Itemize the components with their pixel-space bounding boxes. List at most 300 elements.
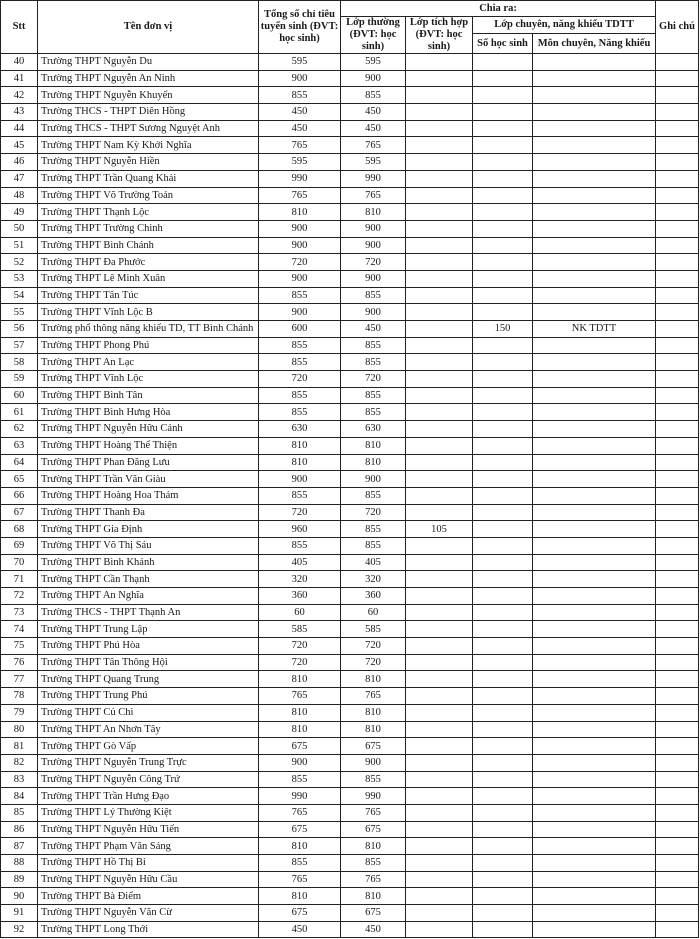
unit-name-cell: Trường THPT Trung Lập (38, 621, 259, 638)
unit-name-cell: Trường THPT Củ Chi (38, 704, 259, 721)
total-quota-cell: 595 (259, 154, 341, 171)
unit-name-cell: Trường THPT Nam Kỳ Khởi Nghĩa (38, 137, 259, 154)
stt-cell: 74 (1, 621, 38, 638)
total-quota-cell: 855 (259, 537, 341, 554)
stt-cell: 55 (1, 304, 38, 321)
regular-class-cell: 320 (341, 571, 406, 588)
header-stt: Stt (1, 1, 38, 54)
unit-name-cell: Trường THPT Trần Văn Giàu (38, 471, 259, 488)
student-count-cell (473, 771, 533, 788)
integrated-class-cell: 105 (406, 521, 473, 538)
stt-cell: 84 (1, 788, 38, 805)
total-quota-cell: 765 (259, 137, 341, 154)
regular-class-cell: 585 (341, 621, 406, 638)
total-quota-cell: 595 (259, 54, 341, 71)
table-row (1, 471, 699, 488)
note-cell (656, 254, 699, 271)
student-count-cell (473, 421, 533, 438)
regular-class-cell: 810 (341, 888, 406, 905)
specialized-subject-cell (533, 437, 656, 454)
table-row (1, 354, 699, 371)
table-row (1, 54, 699, 71)
stt-cell: 92 (1, 921, 38, 938)
regular-class-cell: 675 (341, 821, 406, 838)
note-cell (656, 838, 699, 855)
table-row (1, 170, 699, 187)
regular-class-cell: 450 (341, 321, 406, 338)
stt-cell: 66 (1, 487, 38, 504)
student-count-cell (473, 304, 533, 321)
note-cell (656, 638, 699, 655)
stt-cell: 42 (1, 87, 38, 104)
integrated-class-cell (406, 738, 473, 755)
unit-name-cell: Trường THPT An Lạc (38, 354, 259, 371)
note-cell (656, 671, 699, 688)
table-row (1, 270, 699, 287)
table-row (1, 888, 699, 905)
regular-class-cell: 720 (341, 254, 406, 271)
note-cell (656, 621, 699, 638)
student-count-cell (473, 104, 533, 121)
specialized-subject-cell (533, 354, 656, 371)
note-cell (656, 471, 699, 488)
stt-cell: 69 (1, 537, 38, 554)
table-row (1, 537, 699, 554)
student-count-cell (473, 838, 533, 855)
regular-class-cell: 765 (341, 187, 406, 204)
regular-class-cell: 990 (341, 788, 406, 805)
total-quota-cell: 810 (259, 704, 341, 721)
total-quota-cell: 855 (259, 337, 341, 354)
table-row (1, 404, 699, 421)
table-row (1, 287, 699, 304)
student-count-cell (473, 371, 533, 388)
note-cell (656, 137, 699, 154)
note-cell (656, 905, 699, 922)
regular-class-cell: 900 (341, 237, 406, 254)
unit-name-cell: Trường THPT Nguyễn Công Trứ (38, 771, 259, 788)
total-quota-cell: 720 (259, 654, 341, 671)
stt-cell: 80 (1, 721, 38, 738)
unit-name-cell: Trường THPT Thanh Đa (38, 504, 259, 521)
unit-name-cell: Trường THPT Nguyễn Du (38, 54, 259, 71)
table-row (1, 254, 699, 271)
table-row (1, 788, 699, 805)
stt-cell: 79 (1, 704, 38, 721)
stt-cell: 85 (1, 804, 38, 821)
specialized-subject-cell (533, 537, 656, 554)
note-cell (656, 387, 699, 404)
total-quota-cell: 720 (259, 371, 341, 388)
total-quota-cell: 600 (259, 321, 341, 338)
regular-class-cell: 900 (341, 220, 406, 237)
unit-name-cell: Trường phổ thông năng khiếu TD, TT Bình Chánh (38, 321, 259, 338)
total-quota-cell: 810 (259, 454, 341, 471)
unit-name-cell: Trường THPT Bình Hưng Hòa (38, 404, 259, 421)
integrated-class-cell (406, 421, 473, 438)
table-row (1, 504, 699, 521)
total-quota-cell: 855 (259, 855, 341, 872)
stt-cell: 57 (1, 337, 38, 354)
integrated-class-cell (406, 771, 473, 788)
regular-class-cell: 765 (341, 804, 406, 821)
stt-cell: 77 (1, 671, 38, 688)
student-count-cell (473, 204, 533, 221)
student-count-cell (473, 471, 533, 488)
unit-name-cell: Trường THPT Long Thới (38, 921, 259, 938)
integrated-class-cell (406, 638, 473, 655)
total-quota-cell: 900 (259, 754, 341, 771)
student-count-cell (473, 154, 533, 171)
table-row (1, 521, 699, 538)
stt-cell: 53 (1, 270, 38, 287)
regular-class-cell: 900 (341, 270, 406, 287)
table-row (1, 671, 699, 688)
note-cell (656, 170, 699, 187)
specialized-subject-cell (533, 120, 656, 137)
header-specialized-subject: Môn chuyên, Năng khiếu (533, 34, 656, 54)
unit-name-cell: Trường THPT Nguyễn Trung Trực (38, 754, 259, 771)
total-quota-cell: 765 (259, 871, 341, 888)
integrated-class-cell (406, 337, 473, 354)
total-quota-cell: 450 (259, 921, 341, 938)
table-row (1, 304, 699, 321)
regular-class-cell: 450 (341, 104, 406, 121)
regular-class-cell: 990 (341, 170, 406, 187)
unit-name-cell: Trường THPT Hồ Thị Bi (38, 855, 259, 872)
stt-cell: 47 (1, 170, 38, 187)
note-cell (656, 270, 699, 287)
note-cell (656, 754, 699, 771)
stt-cell: 65 (1, 471, 38, 488)
note-cell (656, 604, 699, 621)
integrated-class-cell (406, 704, 473, 721)
note-cell (656, 855, 699, 872)
table-row (1, 421, 699, 438)
integrated-class-cell (406, 588, 473, 605)
integrated-class-cell (406, 154, 473, 171)
integrated-class-cell (406, 554, 473, 571)
table-row (1, 87, 699, 104)
student-count-cell (473, 254, 533, 271)
regular-class-cell: 810 (341, 704, 406, 721)
unit-name-cell: Trường THPT Phan Đăng Lưu (38, 454, 259, 471)
student-count-cell (473, 855, 533, 872)
integrated-class-cell (406, 855, 473, 872)
table-row (1, 204, 699, 221)
specialized-subject-cell (533, 204, 656, 221)
total-quota-cell: 855 (259, 404, 341, 421)
specialized-subject-cell (533, 804, 656, 821)
integrated-class-cell (406, 387, 473, 404)
regular-class-cell: 765 (341, 871, 406, 888)
regular-class-cell: 360 (341, 588, 406, 605)
note-cell (656, 487, 699, 504)
student-count-cell (473, 537, 533, 554)
student-count-cell (473, 437, 533, 454)
student-count-cell (473, 571, 533, 588)
total-quota-cell: 450 (259, 120, 341, 137)
specialized-subject-cell (533, 137, 656, 154)
integrated-class-cell (406, 104, 473, 121)
note-cell (656, 421, 699, 438)
stt-cell: 67 (1, 504, 38, 521)
total-quota-cell: 765 (259, 688, 341, 705)
student-count-cell (473, 70, 533, 87)
integrated-class-cell (406, 371, 473, 388)
total-quota-cell: 720 (259, 254, 341, 271)
student-count-cell (473, 454, 533, 471)
note-cell (656, 120, 699, 137)
stt-cell: 71 (1, 571, 38, 588)
integrated-class-cell (406, 471, 473, 488)
table-row (1, 371, 699, 388)
total-quota-cell: 630 (259, 421, 341, 438)
integrated-class-cell (406, 237, 473, 254)
specialized-subject-cell (533, 104, 656, 121)
integrated-class-cell (406, 838, 473, 855)
header-student-count: Số học sinh (473, 34, 533, 54)
unit-name-cell: Trường THPT Hoàng Thế Thiện (38, 437, 259, 454)
table-row (1, 654, 699, 671)
specialized-subject-cell (533, 554, 656, 571)
student-count-cell (473, 54, 533, 71)
regular-class-cell: 450 (341, 120, 406, 137)
unit-name-cell: Trường THPT Bà Điểm (38, 888, 259, 905)
unit-name-cell: Trường THPT Trần Hưng Đạo (38, 788, 259, 805)
unit-name-cell: Trường THPT Nguyễn Hữu Cảnh (38, 421, 259, 438)
table-row (1, 588, 699, 605)
table-row (1, 704, 699, 721)
integrated-class-cell (406, 87, 473, 104)
unit-name-cell: Trường THPT Bình Khánh (38, 554, 259, 571)
specialized-subject-cell (533, 654, 656, 671)
specialized-subject-cell (533, 304, 656, 321)
unit-name-cell: Trường THPT Trần Quang Khải (38, 170, 259, 187)
regular-class-cell: 810 (341, 671, 406, 688)
student-count-cell (473, 170, 533, 187)
note-cell (656, 804, 699, 821)
regular-class-cell: 855 (341, 287, 406, 304)
total-quota-cell: 810 (259, 671, 341, 688)
unit-name-cell: Trường THPT Thạnh Lộc (38, 204, 259, 221)
regular-class-cell: 810 (341, 437, 406, 454)
stt-cell: 49 (1, 204, 38, 221)
regular-class-cell: 810 (341, 721, 406, 738)
note-cell (656, 304, 699, 321)
total-quota-cell: 855 (259, 487, 341, 504)
total-quota-cell: 855 (259, 387, 341, 404)
table-row (1, 321, 699, 338)
total-quota-cell: 810 (259, 437, 341, 454)
stt-cell: 73 (1, 604, 38, 621)
note-cell (656, 654, 699, 671)
integrated-class-cell (406, 137, 473, 154)
unit-name-cell: Trường THPT An Nghĩa (38, 588, 259, 605)
regular-class-cell: 855 (341, 521, 406, 538)
unit-name-cell: Trường THPT Nguyễn An Ninh (38, 70, 259, 87)
regular-class-cell: 765 (341, 137, 406, 154)
specialized-subject-cell (533, 220, 656, 237)
unit-name-cell: Trường THPT Phạm Văn Sáng (38, 838, 259, 855)
student-count-cell (473, 788, 533, 805)
note-cell (656, 688, 699, 705)
specialized-subject-cell (533, 638, 656, 655)
integrated-class-cell (406, 120, 473, 137)
student-count-cell (473, 237, 533, 254)
integrated-class-cell (406, 170, 473, 187)
regular-class-cell: 595 (341, 154, 406, 171)
specialized-subject-cell (533, 604, 656, 621)
regular-class-cell: 810 (341, 838, 406, 855)
integrated-class-cell (406, 204, 473, 221)
integrated-class-cell (406, 604, 473, 621)
table-row (1, 70, 699, 87)
total-quota-cell: 855 (259, 87, 341, 104)
specialized-subject-cell (533, 621, 656, 638)
stt-cell: 56 (1, 321, 38, 338)
total-quota-cell: 900 (259, 237, 341, 254)
integrated-class-cell (406, 721, 473, 738)
regular-class-cell: 900 (341, 70, 406, 87)
student-count-cell (473, 621, 533, 638)
unit-name-cell: Trường THPT Đa Phước (38, 254, 259, 271)
regular-class-cell: 630 (341, 421, 406, 438)
unit-name-cell: Trường THPT Phú Hòa (38, 638, 259, 655)
total-quota-cell: 765 (259, 804, 341, 821)
regular-class-cell: 60 (341, 604, 406, 621)
unit-name-cell: Trường THPT Gia Định (38, 521, 259, 538)
student-count-cell (473, 688, 533, 705)
student-count-cell (473, 754, 533, 771)
regular-class-cell: 675 (341, 905, 406, 922)
specialized-subject-cell (533, 471, 656, 488)
student-count-cell (473, 804, 533, 821)
total-quota-cell: 900 (259, 220, 341, 237)
stt-cell: 78 (1, 688, 38, 705)
note-cell (656, 588, 699, 605)
regular-class-cell: 675 (341, 738, 406, 755)
specialized-subject-cell (533, 771, 656, 788)
unit-name-cell: Trường THPT Bình Chánh (38, 237, 259, 254)
specialized-subject-cell (533, 270, 656, 287)
stt-cell: 40 (1, 54, 38, 71)
stt-cell: 45 (1, 137, 38, 154)
student-count-cell (473, 738, 533, 755)
specialized-subject-cell (533, 254, 656, 271)
stt-cell: 91 (1, 905, 38, 922)
table-row (1, 604, 699, 621)
total-quota-cell: 810 (259, 721, 341, 738)
total-quota-cell: 450 (259, 104, 341, 121)
integrated-class-cell (406, 354, 473, 371)
integrated-class-cell (406, 621, 473, 638)
total-quota-cell: 810 (259, 838, 341, 855)
unit-name-cell: Trường THPT Hoàng Hoa Thám (38, 487, 259, 504)
total-quota-cell: 900 (259, 70, 341, 87)
table-row (1, 104, 699, 121)
specialized-subject-cell (533, 888, 656, 905)
specialized-subject-cell (533, 371, 656, 388)
student-count-cell (473, 521, 533, 538)
total-quota-cell: 320 (259, 571, 341, 588)
unit-name-cell: Trường THPT Nguyễn Văn Cừ (38, 905, 259, 922)
note-cell (656, 220, 699, 237)
header-integrated-class: Lớp tích hợp (ĐVT: học sinh) (406, 17, 473, 54)
unit-name-cell: Trường THPT Vĩnh Lộc B (38, 304, 259, 321)
stt-cell: 51 (1, 237, 38, 254)
total-quota-cell: 855 (259, 771, 341, 788)
note-cell (656, 437, 699, 454)
table-row (1, 621, 699, 638)
regular-class-cell: 720 (341, 504, 406, 521)
table-row (1, 487, 699, 504)
stt-cell: 76 (1, 654, 38, 671)
note-cell (656, 87, 699, 104)
student-count-cell (473, 721, 533, 738)
specialized-subject-cell (533, 838, 656, 855)
integrated-class-cell (406, 571, 473, 588)
table-row (1, 771, 699, 788)
specialized-subject-cell (533, 70, 656, 87)
student-count-cell (473, 704, 533, 721)
regular-class-cell: 900 (341, 471, 406, 488)
table-row (1, 804, 699, 821)
integrated-class-cell (406, 821, 473, 838)
integrated-class-cell (406, 304, 473, 321)
total-quota-cell: 675 (259, 905, 341, 922)
student-count-cell (473, 871, 533, 888)
total-quota-cell: 990 (259, 788, 341, 805)
total-quota-cell: 765 (259, 187, 341, 204)
unit-name-cell: Trường THPT Bình Tân (38, 387, 259, 404)
table-row (1, 871, 699, 888)
stt-cell: 75 (1, 638, 38, 655)
specialized-subject-cell (533, 738, 656, 755)
total-quota-cell: 810 (259, 888, 341, 905)
stt-cell: 59 (1, 371, 38, 388)
note-cell (656, 454, 699, 471)
student-count-cell (473, 487, 533, 504)
table-row (1, 554, 699, 571)
table-header (1, 1, 699, 54)
table-row (1, 688, 699, 705)
student-count-cell (473, 387, 533, 404)
integrated-class-cell (406, 270, 473, 287)
total-quota-cell: 585 (259, 621, 341, 638)
stt-cell: 72 (1, 588, 38, 605)
student-count-cell (473, 87, 533, 104)
specialized-subject-cell (533, 571, 656, 588)
integrated-class-cell (406, 688, 473, 705)
integrated-class-cell (406, 220, 473, 237)
integrated-class-cell (406, 537, 473, 554)
regular-class-cell: 720 (341, 371, 406, 388)
table-row (1, 855, 699, 872)
regular-class-cell: 900 (341, 754, 406, 771)
note-cell (656, 704, 699, 721)
stt-cell: 70 (1, 554, 38, 571)
integrated-class-cell (406, 788, 473, 805)
table-row (1, 571, 699, 588)
regular-class-cell: 810 (341, 454, 406, 471)
unit-name-cell: Trường THPT Nguyễn Khuyến (38, 87, 259, 104)
specialized-subject-cell (533, 921, 656, 938)
integrated-class-cell (406, 754, 473, 771)
note-cell (656, 404, 699, 421)
student-count-cell (473, 604, 533, 621)
regular-class-cell: 855 (341, 87, 406, 104)
